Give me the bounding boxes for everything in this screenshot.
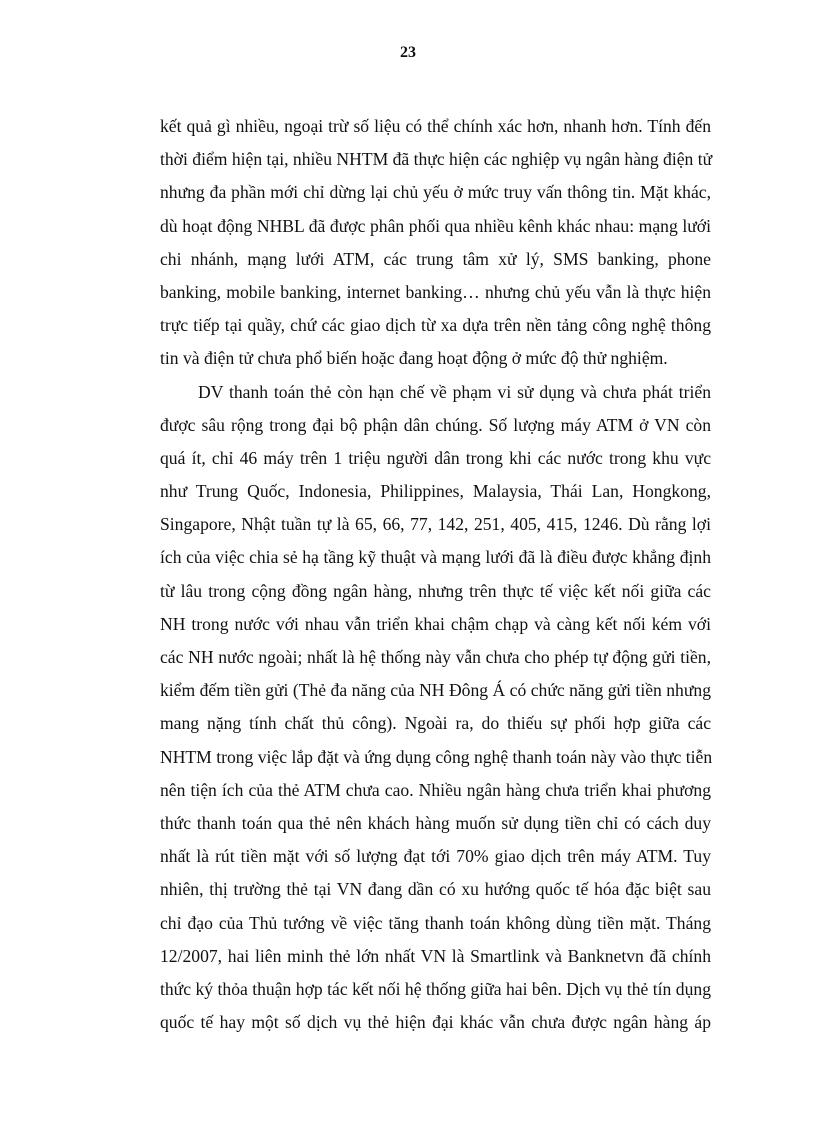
text-line: nhiên, thị trường thẻ tại VN đang dần có xu hướng quốc tế hóa đặc biệt sau: [160, 879, 711, 900]
text-line: thức ký thỏa thuận hợp tác kết nối hệ thống giữa hai bên. Dịch vụ thẻ tín dụng: [160, 978, 711, 999]
text-line: nhưng đa phần mới chỉ dừng lại chủ yếu ở mức truy vấn thông tin. Mặt khác,: [160, 182, 711, 203]
text-line: quốc tế hay một số dịch vụ thẻ hiện đại khác vẫn chưa được ngân hàng áp: [160, 1012, 711, 1033]
text-line: chi nhánh, mạng lưới ATM, các trung tâm xử lý, SMS banking, phone: [160, 248, 711, 269]
text-line: trực tiếp tại quầy, chứ các giao dịch từ xa dựa trên nền tảng công nghệ thông: [160, 315, 711, 336]
text-line: mang nặng tính chất thủ công). Ngoài ra, do thiếu sự phối hợp giữa các: [160, 713, 711, 734]
text-line: từ lâu trong cộng đồng ngân hàng, nhưng trên thực tế việc kết nối giữa các: [160, 580, 711, 601]
text-line: kiểm đếm tiền gửi (Thẻ đa năng của NH Đông Á có chức năng gửi tiền nhưng: [160, 680, 711, 701]
text-line: như Trung Quốc, Indonesia, Philippines, Malaysia, Thái Lan, Hongkong,: [160, 481, 711, 502]
text-line: Singapore, Nhật tuần tự là 65, 66, 77, 142, 251, 405, 415, 1246. Dù rằng lợi: [160, 514, 711, 535]
text-line: chỉ đạo của Thủ tướng về việc tăng thanh toán không dùng tiền mặt. Tháng: [160, 912, 711, 933]
paragraph-2: [160, 376, 711, 1040]
paragraph-1: [160, 110, 711, 376]
text-line: được sâu rộng trong đại bộ phận dân chúng. Số lượng máy ATM ở VN còn: [160, 414, 711, 435]
text-line: các NH nước ngoài; nhất là hệ thống này vẫn chưa cho phép tự động gửi tiền,: [160, 647, 711, 667]
text-line: kết quả gì nhiều, ngoại trừ số liệu có thể chính xác hơn, nhanh hơn. Tính đến: [160, 116, 711, 136]
body-text: [160, 110, 711, 1039]
text-line: tin và điện tử chưa phổ biến hoặc đang hoạt động ở mức độ thử nghiệm.: [160, 348, 668, 369]
text-line: NH trong nước với nhau vẫn triển khai chậm chạp và càng kết nối kém với: [160, 613, 711, 634]
text-line: DV thanh toán thẻ còn hạn chế về phạm vi sử dụng và chưa phát triển: [198, 381, 711, 402]
text-line: thức thanh toán qua thẻ nên khách hàng muốn sử dụng tiền chỉ có cách duy: [160, 812, 711, 833]
text-line: ích của việc chia sẻ hạ tầng kỹ thuật và mạng lưới đã là điều được khẳng định: [160, 547, 711, 568]
text-line: quá ít, chỉ 46 máy trên 1 triệu người dân trong khi các nước trong khu vực: [160, 447, 711, 468]
text-line: dù hoạt động NHBL đã được phân phối qua nhiều kênh khác nhau: mạng lưới: [160, 215, 711, 236]
text-line: banking, mobile banking, internet banking… nhưng chủ yếu vẫn là thực hiện: [160, 281, 711, 302]
text-line: nên tiện ích của thẻ ATM chưa cao. Nhiều ngân hàng chưa triển khai phương: [160, 779, 711, 800]
text-line: 12/2007, hai liên minh thẻ lớn nhất VN là Smartlink và Banknetvn đã chính: [160, 945, 711, 966]
text-line: thời điểm hiện tại, nhiều NHTM đã thực hiện các nghiệp vụ ngân hàng điện tử: [160, 149, 713, 170]
text-line: NHTM trong việc lắp đặt và ứng dụng công nghệ thanh toán này vào thực tiễn: [160, 746, 713, 767]
page-number: 23: [400, 44, 416, 61]
text-line: nhất là rút tiền mặt với số lượng đạt tới 70% giao dịch trên máy ATM. Tuy: [160, 846, 711, 867]
